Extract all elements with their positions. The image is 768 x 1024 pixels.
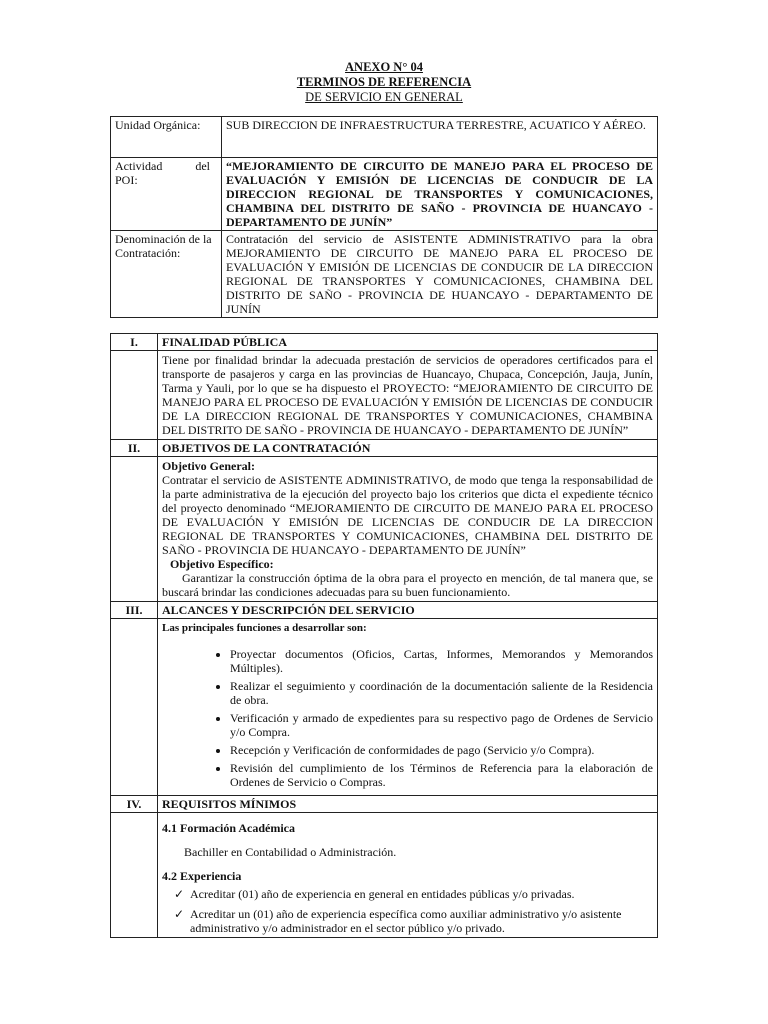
check-icon: ✓ — [174, 907, 185, 921]
section-title-3: ALCANCES Y DESCRIPCIÓN DEL SERVICIO — [158, 602, 658, 619]
list-item: ✓ Acreditar un (01) año de experiencia específica como auxiliar administrativo y/o asistente administrativo y/o administrador en el sector público y/o privado. — [174, 907, 622, 935]
section-title-4: REQUISITOS MÍNIMOS — [158, 796, 658, 813]
section-row-1 — [111, 334, 658, 351]
experiencia-list — [162, 887, 653, 935]
section-body-row-4 — [111, 813, 658, 938]
list-item: • Revisión del cumplimiento de los Términos de Referencia para la elaboración de Ordenes de Servicio o Compras. — [230, 761, 653, 789]
denominacion-value: Contratación del servicio de ASISTENTE ADMINISTRATIVO para la obra MEJORAMIENTO DE CIRCUITO DE MANEJO PARA EL PROCESO DE EVALUACIÓN Y EMISIÓN DE LICENCIAS DE CONDUCIR DE LA DIRECCION REGIONAL DE TRANSPORTES Y COMUNICACIONES, CHAMBINA DEL DISTRITO DE SAÑO - PROVINCIA DE HUANCAYO - DEPARTAMENTO DE JUNÍN — [222, 231, 658, 318]
section-spacer-4 — [111, 813, 158, 938]
section-number-4: IV. — [111, 796, 158, 813]
objetivo-general-text: Contratar el servicio de ASISTENTE ADMINISTRATIVO, de modo que tenga la responsabilidad de la parte administrativa de la ejecución del proyecto bajo los criterios que dicta el expediente técnico del proyecto denominado “MEJORAMIENTO DE CIRCUITO DE MANEJO PARA EL PROCESO DE EVALUACIÓN Y EMISIÓN DE LICENCIAS DE CONDUCIR DE LA DIRECCION REGIONAL DE TRANSPORTES Y COMUNICACIONES, CHAMBINA DEL DISTRITO DE SAÑO - PROVINCIA DE HUANCAYO - DEPARTAMENTO DE JUNÍN” — [162, 473, 653, 557]
check-icon: ✓ — [174, 887, 185, 901]
funciones-intro: Las principales funciones a desarrollar son: — [162, 622, 367, 634]
list-item: • Verificación y armado de expedientes para su respectivo pago de Ordenes de Servicio y/o Compra. — [230, 711, 653, 739]
terms-table — [110, 333, 658, 938]
finalidad-text: Tiene por finalidad brindar la adecuada prestación de servicios de operadores certificados para el transporte de pasajeros y carga en las provincias de Huancayo, Chupaca, Concepción, Jauja, Junín, Tarma y Yauli, por lo que se ha dispuesto el PROYECTO: “MEJORAMIENTO DE CIRCUITO DE MANEJO PARA EL PROCESO DE EVALUACIÓN Y EMISIÓN DE LICENCIAS DE CONDUCIR DE LA DIRECCION REGIONAL DE TRANSPORTES Y COMUNICACIONES, CHAMBINA DEL DISTRITO DE SAÑO - PROVINCIA DE HUANCAYO - DEPARTAMENTO DE JUNÍN” — [158, 351, 658, 440]
objetivo-general-label: Objetivo General: — [162, 459, 255, 473]
unidad-value: SUB DIRECCION DE INFRAESTRUCTURA TERRESTRE, ACUATICO Y AÉREO. — [222, 117, 658, 158]
list-item: • Recepción y Verificación de conformidades de pago (Servicio y/o Compra). — [230, 743, 653, 757]
section-row-3 — [111, 602, 658, 619]
list-item: • Proyectar documentos (Oficios, Cartas, Informes, Memorandos y Memorandos Múltiples). — [230, 647, 653, 675]
info-table — [110, 116, 658, 318]
formacion-text: Bachiller en Contabilidad o Administración. — [184, 845, 397, 859]
funciones-list — [162, 647, 653, 789]
denominacion-label: Denominación de la Contratación: — [111, 231, 222, 318]
section-number-2: II. — [111, 440, 158, 457]
unidad-label: Unidad Orgánica: — [111, 117, 222, 158]
document-title: TERMINOS DE REFERENCIA — [296, 75, 472, 89]
formacion-title: 4.1 Formación Académica — [162, 821, 295, 835]
section-row-4 — [111, 796, 658, 813]
actividad-label-line2: POI: — [115, 173, 138, 187]
actividad-label-line1: Actividad del — [115, 159, 210, 173]
requisitos-body — [158, 813, 658, 938]
section-title-2: OBJETIVOS DE LA CONTRATACIÓN — [158, 440, 658, 457]
objetivo-especifico-text: Garantizar la construcción óptima de la obra para el proyecto en mención, de tal manera que, se buscará brindar las condiciones adecuadas para su buen funcionamiento. — [162, 571, 653, 599]
annex-number: ANEXO N° 04 — [345, 60, 423, 74]
section-body-row-2 — [111, 457, 658, 602]
section-spacer-3 — [111, 619, 158, 796]
section-title-1: FINALIDAD PÚBLICA — [158, 334, 658, 351]
list-item: • Realizar el seguimiento y coordinación de la documentación saliente de la Residencia de obra. — [230, 679, 653, 707]
experiencia-title: 4.2 Experiencia — [162, 869, 242, 883]
actividad-label — [111, 158, 222, 231]
info-row-denominacion — [111, 231, 658, 318]
section-number-1: I. — [111, 334, 158, 351]
actividad-value: “MEJORAMIENTO DE CIRCUITO DE MANEJO PARA EL PROCESO DE EVALUACIÓN Y EMISIÓN DE LICENCIAS DE CONDUCIR DE LA DIRECCION REGIONAL DE TRANSPORTES Y COMUNICACIONES, CHAMBINA DEL DISTRITO DE SAÑO - PROVINCIA DE HUANCAYO - DEPARTAMENTO DE JUNÍN” — [222, 158, 658, 231]
section-row-2 — [111, 440, 658, 457]
objetivos-body — [158, 457, 658, 602]
document-subtitle: DE SERVICIO EN GENERAL — [305, 90, 463, 104]
section-body-row-3 — [111, 619, 658, 796]
section-body-row-1 — [111, 351, 658, 440]
objetivo-especifico-label: Objetivo Específico: — [170, 557, 274, 571]
section-spacer-2 — [111, 457, 158, 602]
list-item: ✓ Acreditar (01) año de experiencia en general en entidades públicas y/o privadas. — [174, 887, 575, 901]
info-row-actividad — [111, 158, 658, 231]
section-number-3: III. — [111, 602, 158, 619]
section-spacer-1 — [111, 351, 158, 440]
alcances-body — [158, 619, 658, 796]
info-row-unidad — [111, 117, 658, 158]
